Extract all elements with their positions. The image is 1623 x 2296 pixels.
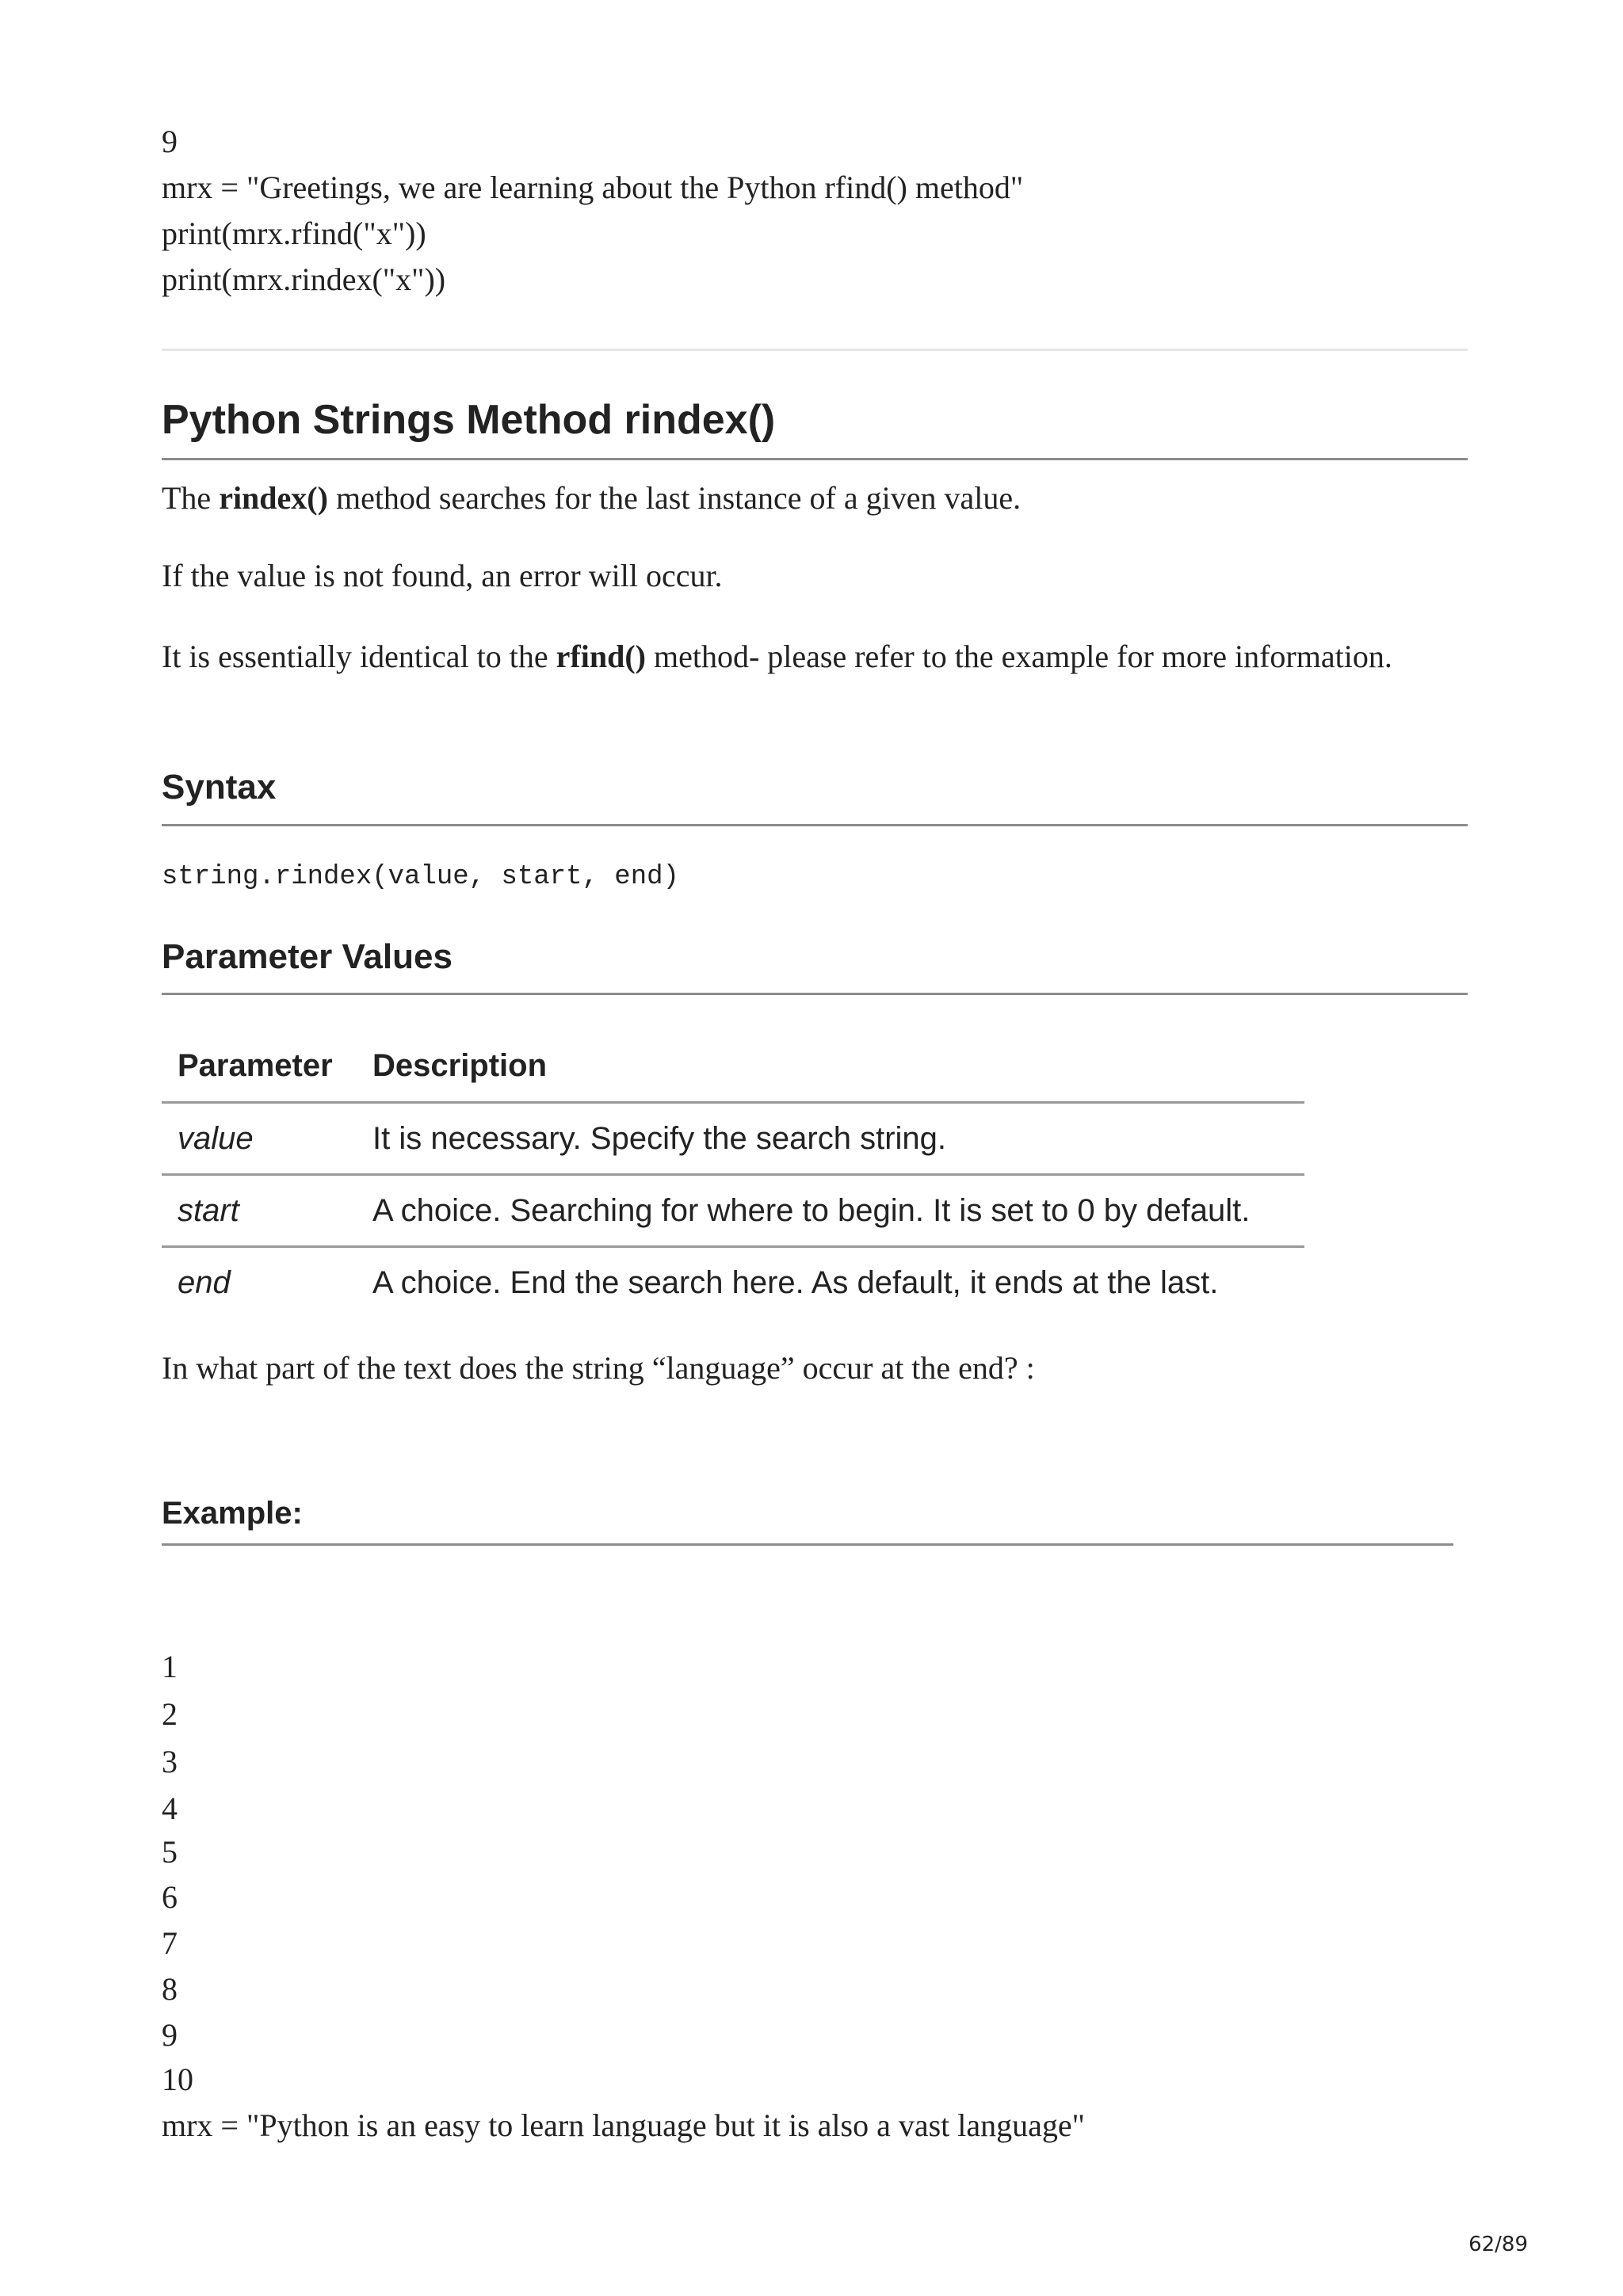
code-line: print(mrx.rindex("x")) (162, 261, 446, 297)
parameter-description: A choice. End the search here. As default, it ends at the last. (372, 1264, 1219, 1300)
related-method-name: rfind() (556, 639, 646, 674)
example-line-numbers (162, 1643, 320, 2103)
line-number: 3 (162, 1744, 178, 1779)
code-line: mrx = "Greetings, we are learning about the Python rfind() method" (162, 170, 1024, 205)
intro-paragraph-1: The rindex() method searches for the last instance of a given value. (162, 480, 1022, 516)
heading-underline (162, 1543, 1453, 1546)
question-text: In what part of the text does the string “language” occur at the end? : (162, 1350, 1035, 1386)
table-header-row (162, 1030, 1304, 1103)
column-header: Description (357, 1030, 1304, 1103)
line-number: 7 (162, 1925, 178, 1961)
syntax-code: string.rindex(value, start, end) (162, 862, 679, 892)
line-number: 2 (162, 1696, 178, 1732)
line-number: 9 (162, 124, 178, 159)
line-number: 10 (162, 2061, 193, 2097)
code-line: print(mrx.rfind("x")) (162, 215, 426, 251)
intro-paragraph-3: It is essentially identical to the rfind() method- please refer to the example for more information. (162, 639, 1392, 674)
parameters-table (162, 1030, 1304, 1318)
page-number: 62/89 (1468, 2233, 1528, 2256)
line-number: 1 (162, 1649, 178, 1684)
top-code-block (162, 119, 1023, 303)
line-number: 8 (162, 1971, 178, 2007)
column-header: Parameter (162, 1030, 357, 1103)
heading-underline (162, 824, 1468, 826)
parameter-name: value (162, 1103, 357, 1175)
example-heading: Example: (162, 1496, 303, 1531)
example-code-line: mrx = "Python is an easy to learn language but it is also a vast language" (162, 2107, 1085, 2143)
parameter-name: start (162, 1175, 357, 1247)
line-number: 4 (162, 1791, 178, 1826)
heading-underline (162, 458, 1468, 460)
heading-underline (162, 993, 1468, 995)
syntax-heading: Syntax (162, 768, 277, 807)
parameter-values-heading: Parameter Values (162, 937, 453, 976)
parameter-description: It is necessary. Specify the search string. (357, 1103, 1304, 1175)
line-number: 9 (162, 2017, 178, 2053)
parameter-name: end (178, 1264, 231, 1300)
parameter-description: A choice. Searching for where to begin. It is set to 0 by default. (357, 1175, 1304, 1247)
section-divider (162, 349, 1468, 351)
line-number: 5 (162, 1834, 178, 1870)
table-row (162, 1175, 1304, 1247)
table-row (162, 1247, 1304, 1318)
method-name: rindex() (219, 480, 328, 516)
table-row (162, 1103, 1304, 1175)
section-title: Python Strings Method rindex() (162, 397, 776, 443)
line-number: 6 (162, 1879, 178, 1915)
intro-paragraph-2: If the value is not found, an error will occur. (162, 558, 723, 593)
